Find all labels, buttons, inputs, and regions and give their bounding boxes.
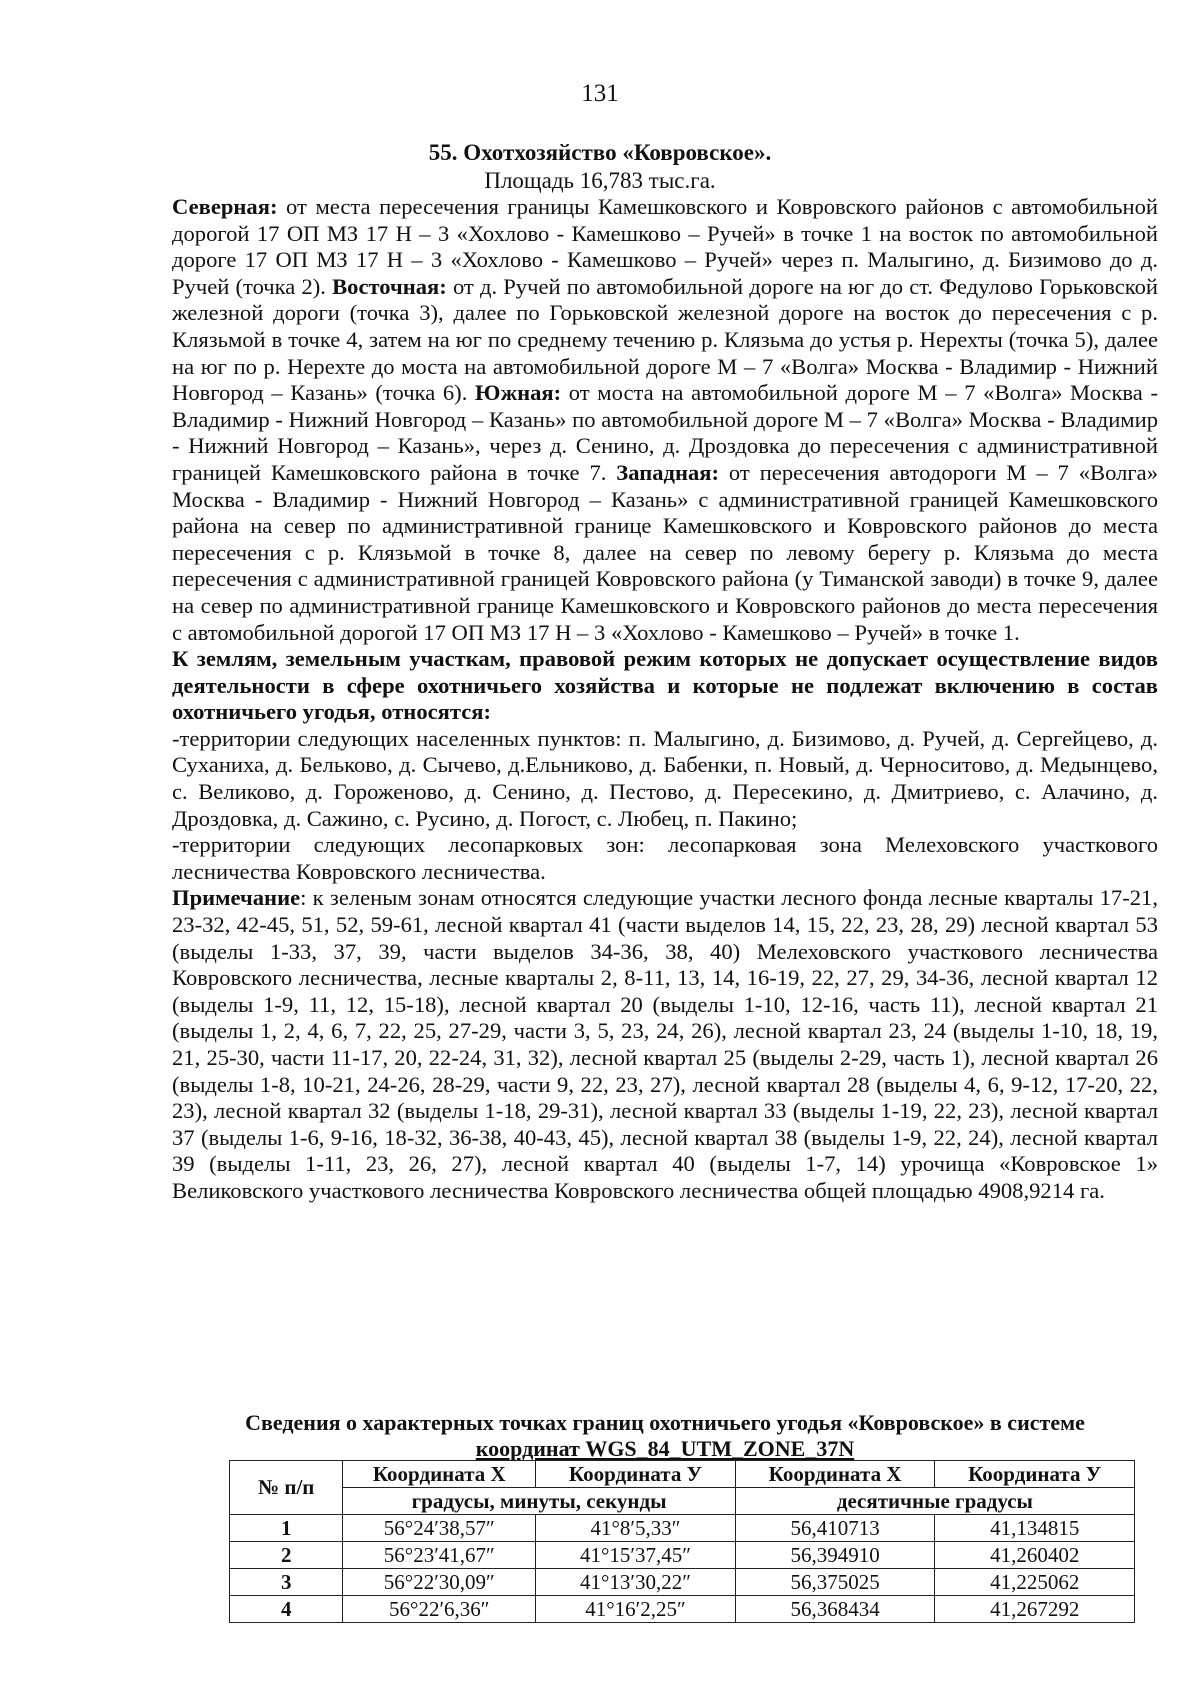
table-title: [172, 1410, 1158, 1462]
east-label: Восточная:: [332, 273, 447, 299]
west-label: Западная:: [616, 459, 720, 485]
north-text: от места пересечения границы Камешковского и Ковровского районов с автомобильной дорогой 17 ОП МЗ 17 Н – 3 «Хохлово - Камешково – Ручей» в точке 1 на восток по автомобильной дороге 17 ОП МЗ 17 Н – 3 «Хохлово - Камешково – Ручей» через п. Малыгино, д. Бизимово до д. Ручей (точка 2).: [172, 194, 1158, 299]
cell-num: 2: [230, 1542, 343, 1569]
cell-y-dms: 41°15′37,45″: [536, 1542, 736, 1569]
boundaries-paragraph: [172, 194, 1158, 646]
excluded-item: -территории следующих населенных пунктов: п. Малыгино, д. Бизимово, д. Ручей, д. Сергейцево, д. Суханиха, д. Бельково, д. Сычево, д.Ельниково, д. Бабенки, п. Новый, д. Черноситово, д. Медынцево, с. Великово, д. Гороженово, д. Сенино, д. Пестово, д. Пересекино, д. Дмитриево, с. Алачино, д. Дроздовка, д. Сажино, с. Русино, д. Погост, с. Любец, п. Пакино;: [172, 725, 1158, 831]
header-coord-x-dec: Координата X: [735, 1461, 935, 1488]
cell-x-dms: 56°22′30,09″: [343, 1569, 536, 1596]
note-paragraph: [172, 885, 1158, 1204]
header-coord-y-dec: Координата У: [935, 1461, 1135, 1488]
cell-y-dec: 41,134815: [935, 1515, 1135, 1542]
cell-x-dms: 56°23′41,67″: [343, 1542, 536, 1569]
south-label: Южная:: [474, 380, 562, 406]
cell-x-dms: 56°24′38,57″: [343, 1515, 536, 1542]
coordinates-table: [229, 1460, 1135, 1623]
cell-y-dec: 41,225062: [935, 1569, 1135, 1596]
table-row: [230, 1515, 1135, 1542]
cell-y-dms: 41°8′5,33″: [536, 1515, 736, 1542]
south-text: от моста на автомобильной дороге М – 7 «Волга» Москва - Владимир - Нижний Новгород – Казань» по автомобильной дороге М – 7 «Волга» Москва - Владимир - Нижний Новгород – Казань», через д. Сенино, д. Дроздовка до пересечения с административной границей Камешковского района в точке 7.: [172, 380, 1158, 485]
note-text: : к зеленым зонам относятся следующие участки лесного фонда лесные кварталы 17-21, 23-32, 42-45, 51, 52, 59-61, лесной квартал 41 (части выделов 14, 15, 22, 23, 28, 29) лесной квартал 53 (выделы 1-33, 37, 39, части выделов 34-36, 38, 40) Мелеховского участкового лесничества Ковровского лесничества, лесные кварталы 2, 8-11, 13, 14, 16-19, 22, 27, 29, 34-36, лесной квартал 12 (выделы 1-9, 11, 12, 15-18), лесной квартал 20 (выделы 1-10, 12-16, часть 11), лесной квартал 21 (выделы 1, 2, 4, 6, 7, 22, 25, 27-29, части 3, 5, 23, 24, 26), лесной квартал 23, 24 (выделы 1-10, 18, 19, 21, 25-30, части 11-17, 20, 22-24, 31, 32), лесной квартал 25 (выделы 2-29, часть 1), лесной квартал 26 (выделы 1-8, 10-21, 24-26, 28-29, части 9, 22, 23, 27), лесной квартал 28 (выделы 4, 6, 9-12, 17-20, 22, 23), лесной квартал 32 (выделы 1-18, 29-31), лесной квартал 33 (выделы 1-19, 22, 23), лесной квартал 37 (выделы 1-6, 9-16, 18-32, 36-38, 40-43, 45), лесной квартал 38 (выделы 1-9, 22, 24), лесной квартал 39 (выделы 1-11, 23, 26, 27), лесной квартал 40 (выделы 1-7, 14) урочища «Ковровское 1» Великовского участкового лесничества Ковровского лесничества общей площадью 4908,9214 га.: [172, 885, 1158, 1203]
cell-x-dms: 56°22′6,36″: [343, 1596, 536, 1623]
excluded-heading-text: К землям, земельным участкам, правовой режим которых не допускает осуществление видов деятельности в сфере охотничьего хозяйства и которые не подлежат включению в состав охотничьего угодья, относятся:: [172, 646, 1158, 725]
cell-y-dms: 41°13′30,22″: [536, 1569, 736, 1596]
table-header-row: [230, 1461, 1135, 1488]
note-label: Примечание: [172, 885, 301, 911]
table-row: [230, 1569, 1135, 1596]
cell-y-dec: 41,260402: [935, 1542, 1135, 1569]
cell-x-dec: 56,368434: [735, 1596, 935, 1623]
section-heading: 55. Охотхозяйство «Ковровское».: [428, 140, 772, 165]
east-text: от д. Ручей по автомобильной дороге на юг до ст. Федулово Горьковской железной дороги (точка 3), далее по Горьковской железной дороге на восток до пересечения с р. Клязьмой в точке 4, затем на юг по среднему течению р. Клязьма до устья р. Нерехты (точка 5), далее на юг по р. Нерехте до моста на автомобильной дороге М – 7 «Волга» Москва - Владимир - Нижний Новгород – Казань» (точка 6).: [172, 273, 1158, 406]
excluded-heading: [172, 646, 1158, 726]
cell-num: 3: [230, 1569, 343, 1596]
subheader-decimal: десятичные градусы: [735, 1488, 1134, 1515]
document-body: [172, 194, 1158, 1205]
north-label: Северная:: [172, 194, 278, 219]
header-coord-x: Координата X: [343, 1461, 536, 1488]
page-number: 131: [581, 80, 619, 107]
cell-x-dec: 56,375025: [735, 1569, 935, 1596]
table-row: [230, 1542, 1135, 1569]
west-text: от пересечения автодороги М – 7 «Волга» Москва - Владимир - Нижний Новгород – Казань» с административной границей Камешковского района на север по административной границе Камешковского и Ковровского районов до места пересечения с р. Клязьмой в точке 8, далее на север по левому берегу р. Клязьма до места пересечения с административной границей Ковровского района (у Тиманской заводи) в точке 9, далее на север по административной границе Камешковского и Ковровского районов до места пересечения с автомобильной дорогой 17 ОП МЗ 17 Н – 3 «Хохлово - Камешково – Ручей» в точке 1.: [172, 459, 1158, 645]
cell-x-dec: 56,394910: [735, 1542, 935, 1569]
table-title-line-2: координат WGS_84_UTM_ZONE_37N: [475, 1436, 855, 1461]
cell-num: 1: [230, 1515, 343, 1542]
table-row: [230, 1596, 1135, 1623]
header-coord-y: Координата У: [536, 1461, 736, 1488]
cell-y-dec: 41,267292: [935, 1596, 1135, 1623]
table-subheader-row: [230, 1488, 1135, 1515]
header-num: № п/п: [230, 1461, 343, 1515]
excluded-item: -территории следующих лесопарковых зон: лесопарковая зона Мелеховского участкового лесничества Ковровского лесничества.: [172, 832, 1158, 884]
table-title-line-1: Сведения о характерных точках границ охотничьего угодья «Ковровское» в системе: [245, 1410, 1085, 1435]
cell-num: 4: [230, 1596, 343, 1623]
area-line: Площадь 16,783 тыс.га.: [484, 168, 716, 193]
cell-y-dms: 41°16′2,25″: [536, 1596, 736, 1623]
cell-x-dec: 56,410713: [735, 1515, 935, 1542]
subheader-dms: градусы, минуты, секунды: [343, 1488, 735, 1515]
